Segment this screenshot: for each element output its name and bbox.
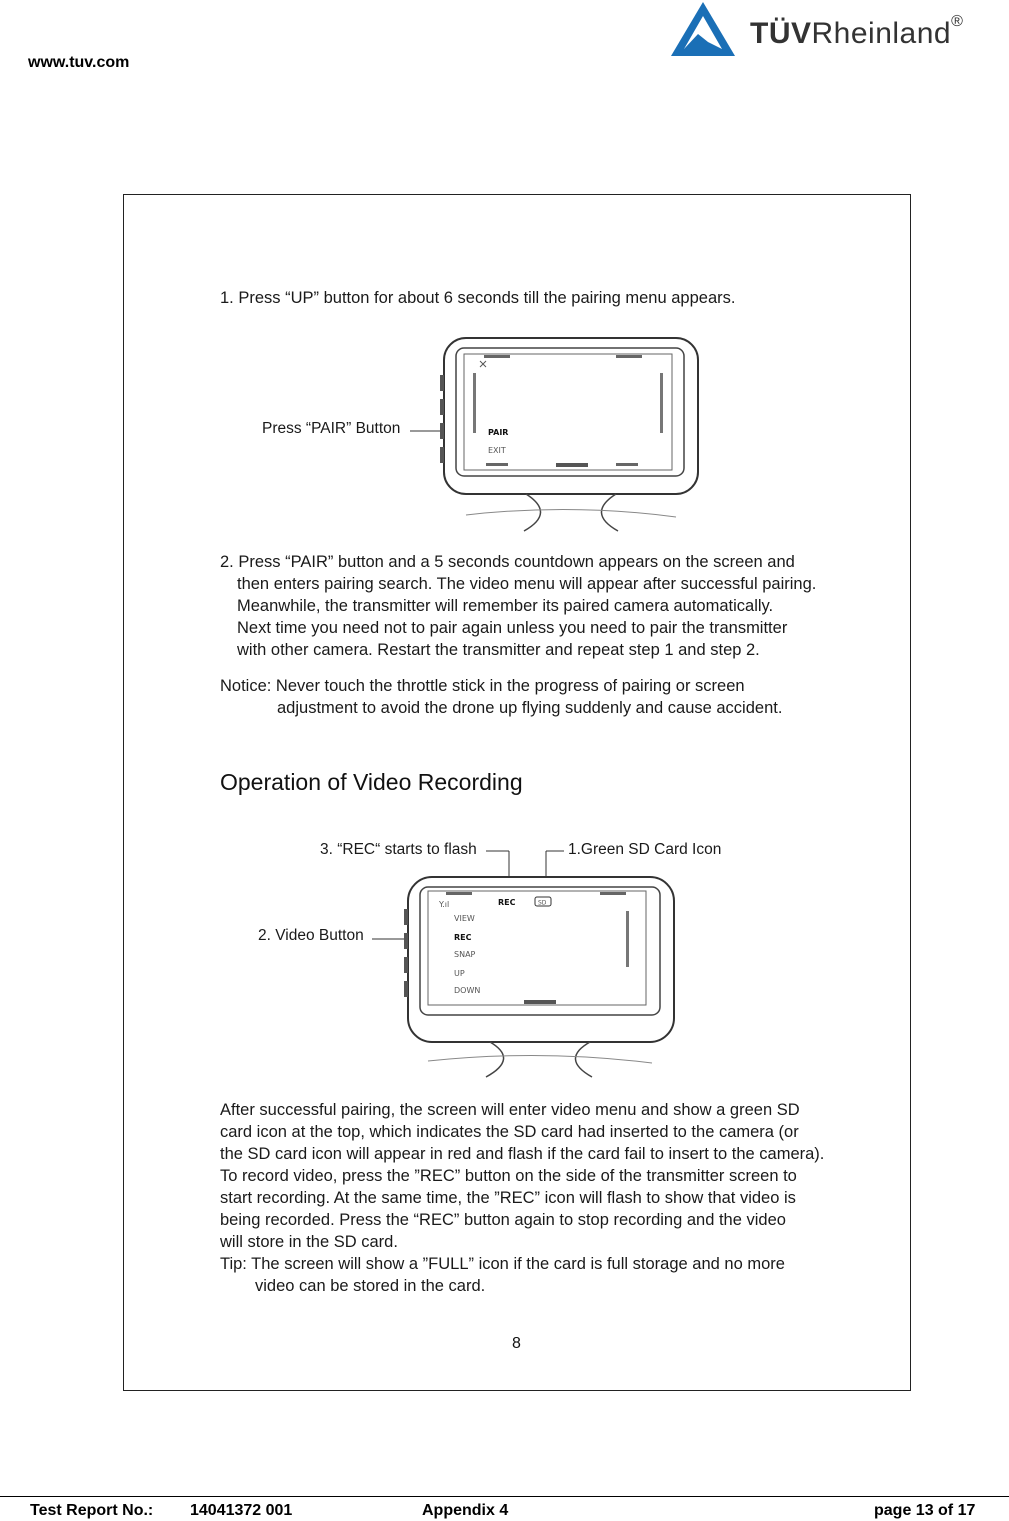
page-count: page 13 of 17 bbox=[874, 1502, 976, 1519]
logo-wordmark: TÜVRheinland® bbox=[750, 13, 964, 50]
sd-card-callout: 1.Green SD Card Icon bbox=[568, 841, 722, 858]
notice-line-1: Notice: Never touch the throttle stick in the progress of pairing or screen bbox=[220, 677, 745, 695]
report-number: 14041372 001 bbox=[190, 1502, 293, 1519]
menu-up-label: UP bbox=[454, 969, 465, 978]
notice-line-2: adjustment to avoid the drone up flying suddenly and cause accident. bbox=[277, 699, 783, 717]
manual-page-frame bbox=[123, 194, 911, 1391]
step-1-text: 1. Press “UP” button for about 6 seconds till the pairing menu appears. bbox=[220, 289, 736, 307]
menu-exit-label: EXIT bbox=[488, 446, 506, 455]
appendix-label: Appendix 4 bbox=[422, 1502, 509, 1519]
body-line-2: card icon at the top, which indicates the SD card had inserted to the camera (or bbox=[220, 1123, 799, 1141]
tip-line-1: Tip: The screen will show a ”FULL” icon if the card is full storage and no more bbox=[220, 1255, 785, 1273]
menu-view-label: VIEW bbox=[454, 914, 475, 923]
status-rec-label: REC bbox=[498, 898, 516, 907]
menu-rec-label: REC bbox=[454, 933, 472, 942]
triangle-logo-icon bbox=[668, 0, 738, 60]
manual-page-number: 8 bbox=[512, 1335, 521, 1352]
step-2-line-5: with other camera. Restart the transmitter and repeat step 1 and step 2. bbox=[237, 641, 760, 659]
body-line-4: To record video, press the ”REC” button on the side of the transmitter screen to bbox=[220, 1167, 797, 1185]
footer-divider bbox=[0, 1496, 1009, 1497]
header-url: www.tuv.com bbox=[28, 54, 130, 71]
body-line-1: After successful pairing, the screen will enter video menu and show a green SD bbox=[220, 1101, 800, 1119]
monitor-recording-figure bbox=[364, 847, 684, 1079]
menu-down-label: DOWN bbox=[454, 986, 481, 995]
menu-pair-label: PAIR bbox=[488, 428, 509, 437]
press-pair-callout: Press “PAIR” Button bbox=[262, 420, 401, 437]
section-title: Operation of Video Recording bbox=[220, 769, 523, 795]
svg-text:Y.ıl: Y.ıl bbox=[439, 900, 450, 909]
body-line-5: start recording. At the same time, the ”REC” icon will flash to show that video is bbox=[220, 1189, 796, 1207]
body-line-3: the SD card icon will appear in red and flash if the card fail to insert to the camera). bbox=[220, 1145, 825, 1163]
tip-line-2: video can be stored in the card. bbox=[255, 1277, 486, 1295]
tuv-rheinland-logo bbox=[668, 0, 998, 60]
body-line-7: will store in the SD card. bbox=[220, 1233, 398, 1251]
step-2-line-4: Next time you need not to pair again unless you need to pair the transmitter bbox=[237, 619, 788, 637]
step-2-line-2: then enters pairing search. The video menu will appear after successful pairing. bbox=[237, 575, 817, 593]
menu-snap-label: SNAP bbox=[454, 950, 476, 959]
step-2-line-1: 2. Press “PAIR” button and a 5 seconds countdown appears on the screen and bbox=[220, 553, 795, 571]
video-button-callout: 2. Video Button bbox=[258, 927, 364, 944]
body-line-6: being recorded. Press the “REC” button again to stop recording and the video bbox=[220, 1211, 786, 1229]
monitor-pairing-figure bbox=[406, 335, 706, 535]
rec-flash-callout: 3. “REC“ starts to flash bbox=[320, 841, 477, 858]
status-sd-label: SD bbox=[538, 899, 547, 907]
step-2-line-3: Meanwhile, the transmitter will remember its paired camera automatically. bbox=[237, 597, 774, 615]
report-label: Test Report No.: bbox=[30, 1502, 154, 1519]
